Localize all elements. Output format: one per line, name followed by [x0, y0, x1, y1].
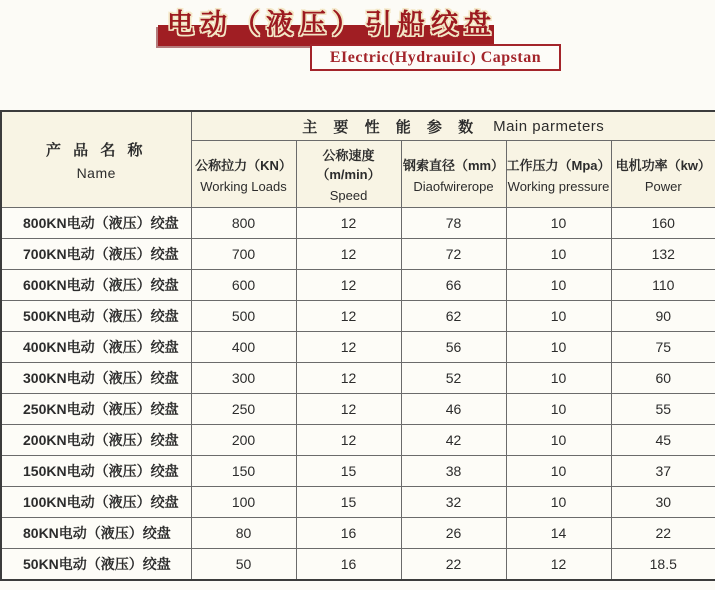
- table-row: [1, 518, 715, 549]
- value-cell: 18.5: [611, 549, 715, 581]
- value-cell: 10: [506, 363, 611, 394]
- value-cell: 14: [506, 518, 611, 549]
- value-cell: 500: [191, 301, 296, 332]
- product-name-cell: 80KN电动（液压）绞盘: [1, 518, 191, 549]
- column-header-zh: 工作压力（Mpa）: [506, 157, 611, 173]
- value-cell: 90: [611, 301, 715, 332]
- table-row: [1, 394, 715, 425]
- table-row: [1, 239, 715, 270]
- value-cell: 700: [191, 239, 296, 270]
- value-cell: 80: [191, 518, 296, 549]
- column-header-en: Power: [644, 178, 682, 194]
- value-cell: 110: [611, 270, 715, 301]
- value-cell: 42: [401, 425, 506, 456]
- table-row: [1, 208, 715, 239]
- column-header-2: [401, 141, 506, 208]
- value-cell: 100: [191, 487, 296, 518]
- product-name-cell: 800KN电动（液压）绞盘: [1, 208, 191, 239]
- value-cell: 30: [611, 487, 715, 518]
- spec-table: [0, 110, 715, 581]
- value-cell: 250: [191, 394, 296, 425]
- product-name-cell: 200KN电动（液压）绞盘: [1, 425, 191, 456]
- value-cell: 22: [611, 518, 715, 549]
- subtitle-text: EIectric(HydrauiIc) Capstan: [329, 48, 542, 66]
- value-cell: 75: [611, 332, 715, 363]
- column-header-zh: 电机功率（kw）: [615, 157, 711, 173]
- table-row: [1, 487, 715, 518]
- value-cell: 10: [506, 487, 611, 518]
- table-row: [1, 456, 715, 487]
- product-name-cell: 150KN电动（液压）绞盘: [1, 456, 191, 487]
- value-cell: 800: [191, 208, 296, 239]
- value-cell: 200: [191, 425, 296, 456]
- value-cell: 62: [401, 301, 506, 332]
- table-row: [1, 549, 715, 581]
- value-cell: 60: [611, 363, 715, 394]
- value-cell: 10: [506, 332, 611, 363]
- value-cell: 12: [296, 301, 401, 332]
- value-cell: 12: [296, 270, 401, 301]
- group-header-en: Main parmeters: [493, 117, 605, 135]
- value-cell: 50: [191, 549, 296, 581]
- value-cell: 46: [401, 394, 506, 425]
- value-cell: 400: [191, 332, 296, 363]
- value-cell: 12: [296, 363, 401, 394]
- column-header-zh: 公称速度（m/min）: [316, 148, 381, 182]
- value-cell: 10: [506, 301, 611, 332]
- product-name-cell: 400KN电动（液压）绞盘: [1, 332, 191, 363]
- value-cell: 16: [296, 518, 401, 549]
- group-header-row: [1, 111, 715, 141]
- value-cell: 15: [296, 456, 401, 487]
- column-header-en: Working pressure: [507, 178, 610, 194]
- table-row: [1, 363, 715, 394]
- table-row: [1, 301, 715, 332]
- value-cell: 78: [401, 208, 506, 239]
- value-cell: 16: [296, 549, 401, 581]
- value-cell: 15: [296, 487, 401, 518]
- value-cell: 26: [401, 518, 506, 549]
- name-header-zh: 产 品 名 称: [45, 141, 147, 159]
- column-header-4: [611, 141, 715, 208]
- column-header-3: [506, 141, 611, 208]
- column-header-1: [296, 141, 401, 208]
- value-cell: 10: [506, 270, 611, 301]
- value-cell: 45: [611, 425, 715, 456]
- value-cell: 600: [191, 270, 296, 301]
- value-cell: 10: [506, 239, 611, 270]
- value-cell: 12: [296, 239, 401, 270]
- subtitle-box: [310, 44, 561, 71]
- value-cell: 66: [401, 270, 506, 301]
- value-cell: 12: [296, 425, 401, 456]
- table-row: [1, 425, 715, 456]
- value-cell: 300: [191, 363, 296, 394]
- page-title: 电动（液压）引船绞盘: [167, 9, 497, 39]
- value-cell: 32: [401, 487, 506, 518]
- product-name-cell: 250KN电动（液压）绞盘: [1, 394, 191, 425]
- table-row: [1, 270, 715, 301]
- group-header-zh: 主 要 性 能 参 数: [302, 118, 480, 136]
- value-cell: 10: [506, 394, 611, 425]
- value-cell: 56: [401, 332, 506, 363]
- column-header-en: Speed: [329, 188, 368, 203]
- main-parameters-header: [191, 111, 715, 141]
- name-header-en: Name: [76, 164, 116, 181]
- column-header-zh: 钢索直径（mm）: [402, 157, 505, 173]
- value-cell: 160: [611, 208, 715, 239]
- product-name-cell: 700KN电动（液压）绞盘: [1, 239, 191, 270]
- product-name-cell: 50KN电动（液压）绞盘: [1, 549, 191, 581]
- value-cell: 72: [401, 239, 506, 270]
- name-column-header: [1, 111, 191, 208]
- value-cell: 12: [296, 332, 401, 363]
- product-name-cell: 500KN电动（液压）绞盘: [1, 301, 191, 332]
- value-cell: 10: [506, 425, 611, 456]
- value-cell: 150: [191, 456, 296, 487]
- column-header-0: [191, 141, 296, 208]
- value-cell: 52: [401, 363, 506, 394]
- value-cell: 10: [506, 208, 611, 239]
- value-cell: 37: [611, 456, 715, 487]
- column-header-en: Working Loads: [200, 178, 287, 194]
- value-cell: 38: [401, 456, 506, 487]
- column-header-en: Diaofwirerope: [413, 178, 494, 194]
- table-row: [1, 332, 715, 363]
- value-cell: 12: [296, 208, 401, 239]
- value-cell: 132: [611, 239, 715, 270]
- product-name-cell: 100KN电动（液压）绞盘: [1, 487, 191, 518]
- value-cell: 55: [611, 394, 715, 425]
- value-cell: 22: [401, 549, 506, 581]
- column-header-zh: 公称拉力（KN）: [195, 157, 292, 173]
- value-cell: 12: [296, 394, 401, 425]
- product-name-cell: 600KN电动（液压）绞盘: [1, 270, 191, 301]
- value-cell: 12: [506, 549, 611, 581]
- product-name-cell: 300KN电动（液压）绞盘: [1, 363, 191, 394]
- value-cell: 10: [506, 456, 611, 487]
